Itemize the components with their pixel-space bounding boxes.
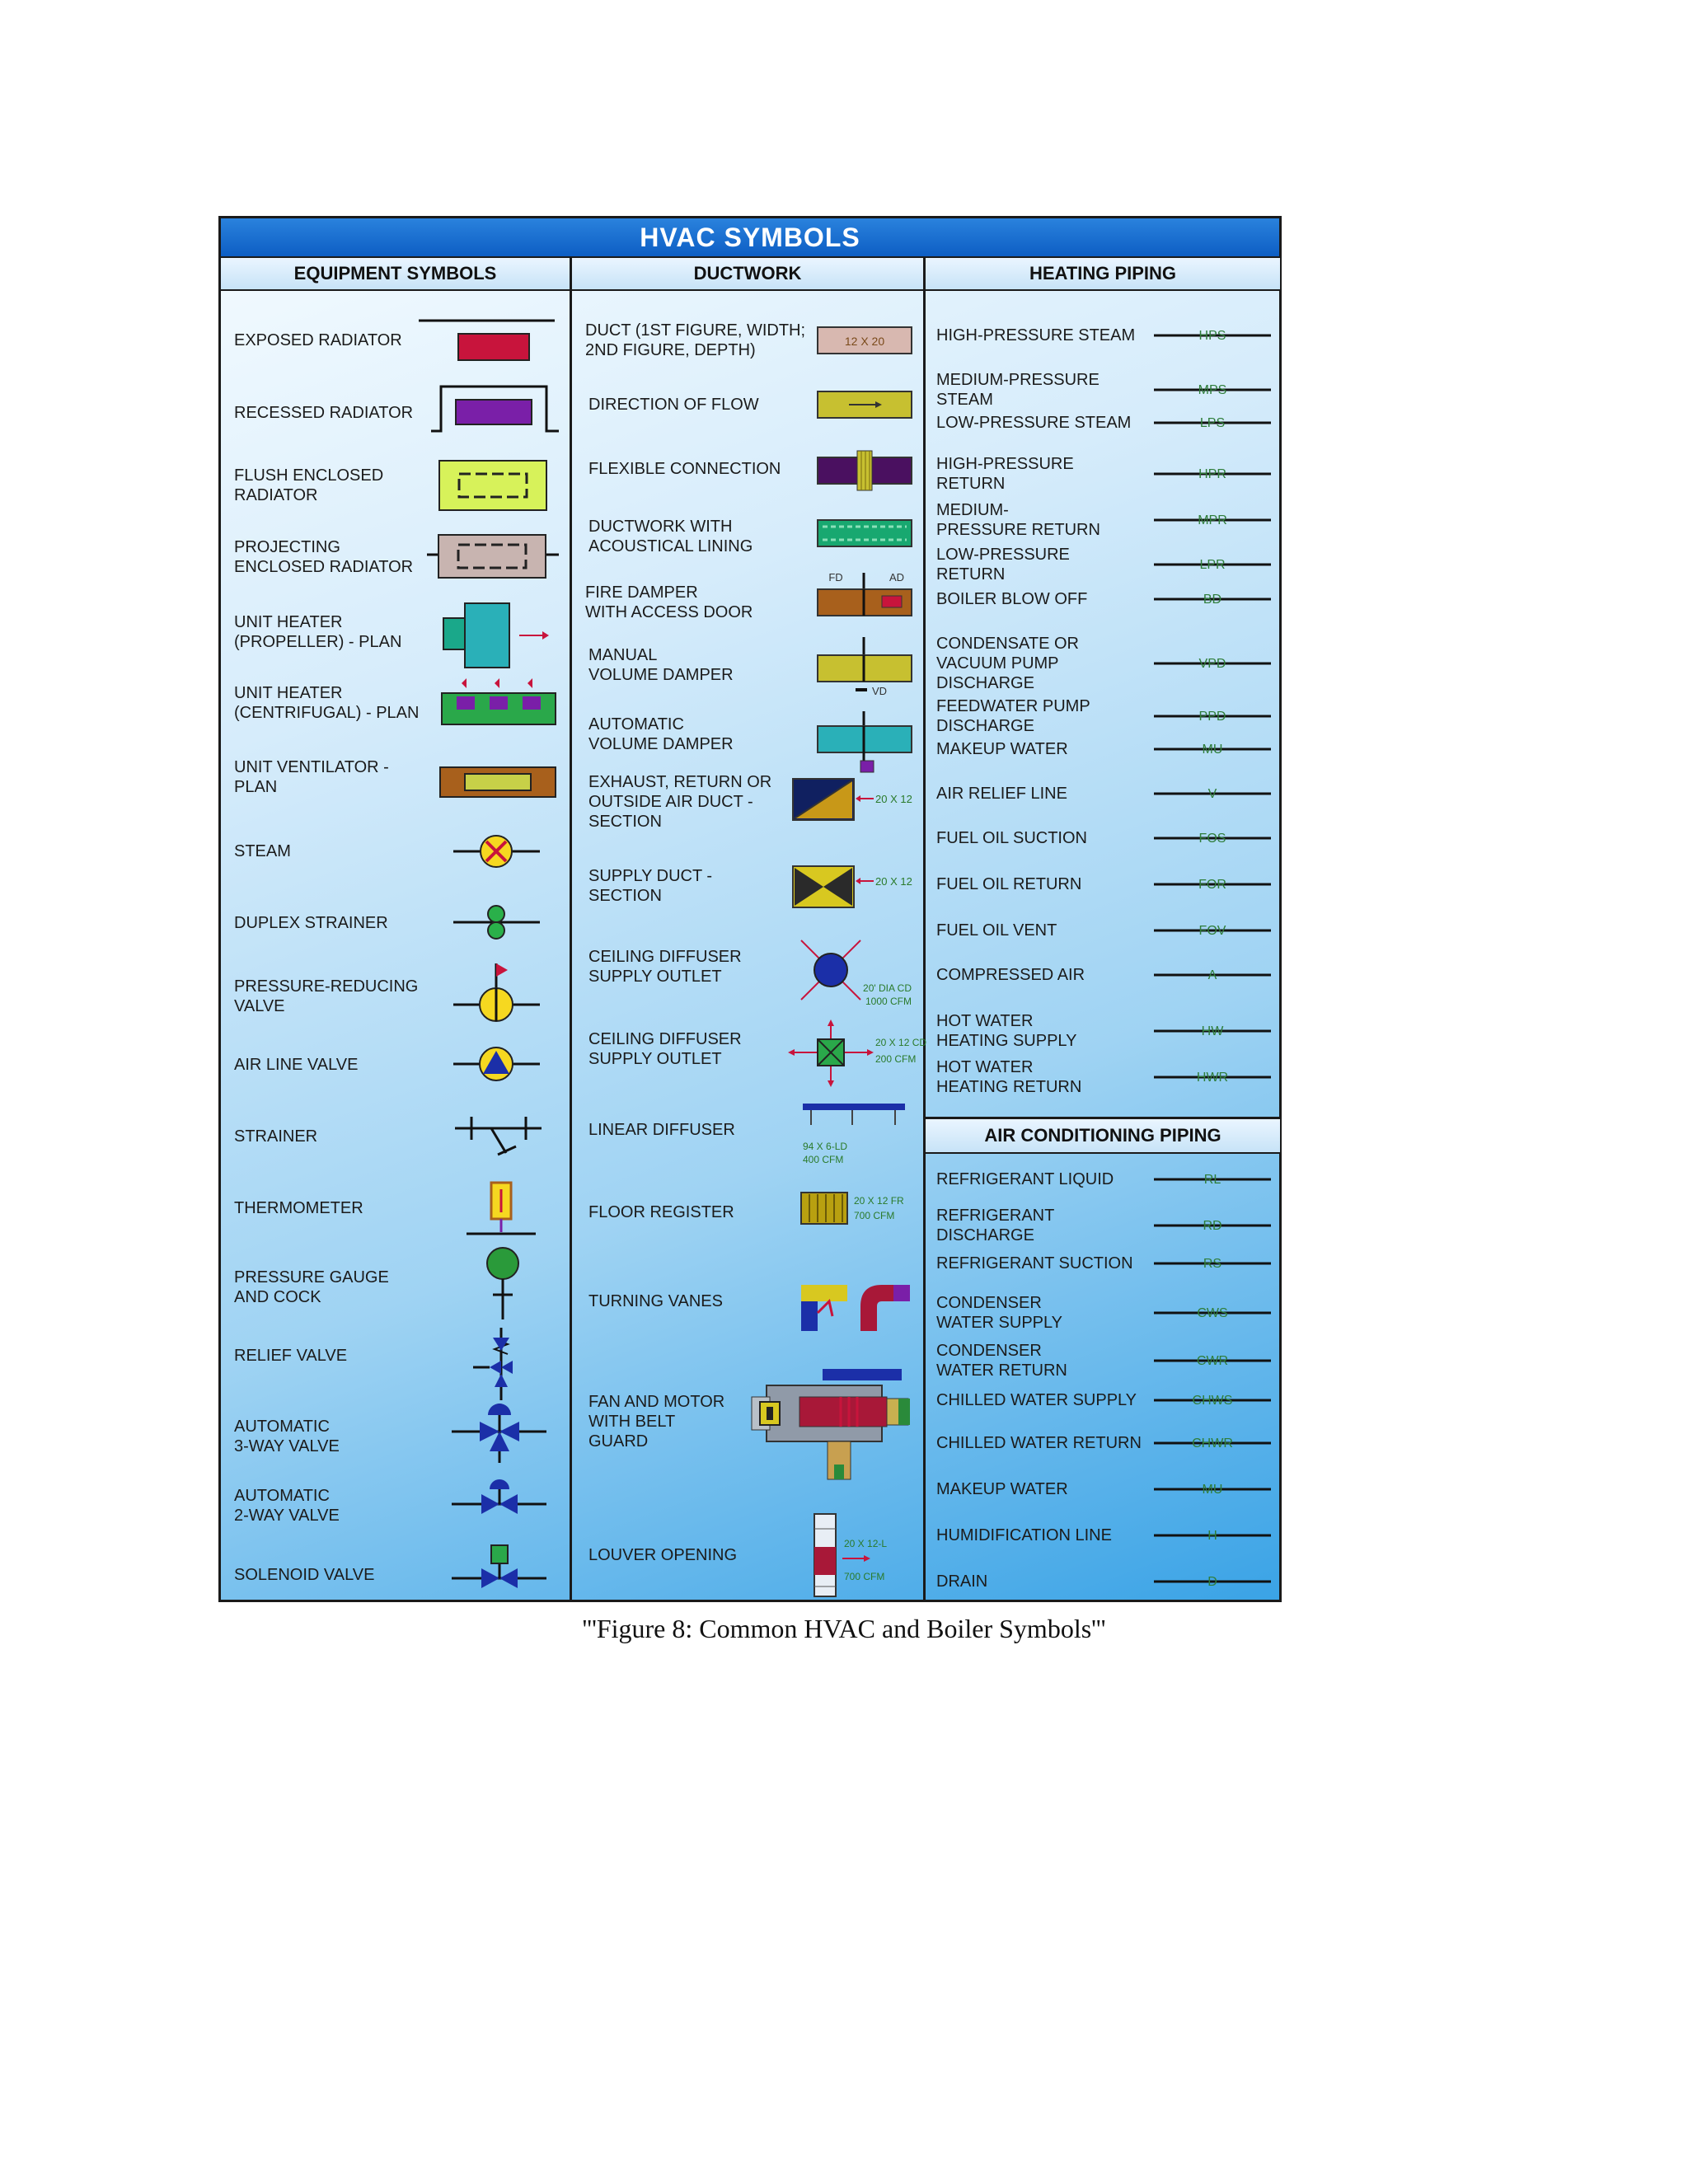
- heating-pipe-line-symbol: [1151, 323, 1274, 348]
- equipment-label: THERMOMETER: [234, 1199, 363, 1217]
- manual-volume-damper-symbol: [816, 635, 915, 700]
- ac-pipe-code: RS: [1203, 1257, 1222, 1271]
- heating-piping-label: HOT WATER HEATING SUPPLY: [936, 1012, 1077, 1050]
- heating-pipe-line-symbol: [1151, 552, 1274, 577]
- floor-register-symbol: [798, 1189, 921, 1230]
- figure-caption: '''Figure 8: Common HVAC and Boiler Symbols''': [582, 1614, 1106, 1643]
- unit-heater-centrifugal-symbol: [442, 673, 557, 731]
- heating-pipe-code: LPS: [1199, 416, 1226, 430]
- equipment-label: UNIT HEATER (PROPELLER) - PLAN: [234, 613, 402, 651]
- heating-piping-label: HIGH-PRESSURE RETURN: [936, 455, 1074, 493]
- ductwork-label: FIRE DAMPER WITH ACCESS DOOR: [585, 583, 753, 621]
- ac-pipe-code: CWS: [1197, 1306, 1228, 1320]
- manual-damper-vd-text: VD: [872, 685, 888, 697]
- ac-pipe-line-symbol: [1151, 1477, 1274, 1502]
- equipment-label: RECESSED RADIATOR: [234, 404, 414, 422]
- column-divider: [923, 258, 926, 1600]
- ac-pipe-line-symbol: [1151, 1388, 1274, 1413]
- thermometer-symbol: [467, 1179, 541, 1242]
- ductwork-label: LINEAR DIFFUSER: [588, 1121, 735, 1139]
- floor-register-size-text: 20 X 12 FR: [854, 1195, 904, 1207]
- heating-pipe-code: HWR: [1196, 1071, 1229, 1085]
- equipment-label: PROJECTING ENCLOSED RADIATOR: [234, 538, 414, 576]
- heating-pipe-code: LPR: [1199, 558, 1226, 572]
- linear-size-text: 94 X 6-LD: [803, 1141, 848, 1152]
- equipment-label: FLUSH ENCLOSED RADIATOR: [234, 466, 384, 504]
- ductwork-label: CEILING DIFFUSER SUPPLY OUTLET: [588, 948, 742, 986]
- ac-piping-label: MAKEUP WATER: [936, 1480, 1068, 1498]
- flush-enclosed-radiator-symbol: [439, 457, 555, 513]
- ac-pipe-line-symbol: [1151, 1523, 1274, 1548]
- ac-piping-label: CONDENSER WATER SUPPLY: [936, 1294, 1062, 1332]
- heating-piping-label: LOW-PRESSURE RETURN: [936, 546, 1070, 583]
- ac-pipe-line-symbol: [1151, 1301, 1274, 1325]
- acoustical-lining-symbol: [816, 518, 915, 551]
- ductwork-label: DUCTWORK WITH ACOUSTICAL LINING: [588, 518, 753, 555]
- steam-trap-symbol: [453, 828, 544, 874]
- hvac-symbols-chart: [218, 216, 1282, 1602]
- flexible-connection-symbol: [816, 448, 915, 494]
- fire-damper-fd-text: FD: [828, 571, 843, 583]
- heating-piping-label: LOW-PRESSURE STEAM: [936, 414, 1132, 432]
- heating-pipe-line-symbol: [1151, 508, 1274, 532]
- ductwork-label: FLOOR REGISTER: [588, 1203, 734, 1221]
- equipment-label: PRESSURE GAUGE AND COCK: [234, 1268, 389, 1306]
- heating-piping-label: MAKEUP WATER: [936, 740, 1068, 758]
- heating-piping-label: MEDIUM-PRESSURE STEAM: [936, 371, 1100, 409]
- ductwork-label: LOUVER OPENING: [588, 1546, 738, 1564]
- equipment-label: SOLENOID VALVE: [234, 1566, 375, 1584]
- ac-piping-label: DRAIN: [936, 1572, 988, 1591]
- equipment-label: RELIEF VALVE: [234, 1347, 348, 1365]
- heating-pipe-line-symbol: [1151, 918, 1274, 943]
- louver-opening-symbol: [811, 1511, 918, 1601]
- heating-pipe-code: HW: [1201, 1024, 1224, 1038]
- automatic-volume-damper-symbol: [816, 710, 915, 776]
- ac-piping-label: CHILLED WATER SUPPLY: [936, 1391, 1137, 1409]
- heating-pipe-code: VPD: [1198, 657, 1226, 671]
- heating-piping-label: MEDIUM- PRESSURE RETURN: [936, 501, 1100, 539]
- ac-piping-label: CONDENSER WATER RETURN: [936, 1342, 1067, 1380]
- ductwork-column-header: DUCTWORK: [572, 258, 923, 291]
- exhaust-duct-section-symbol: [791, 776, 923, 825]
- supply-size-text: 20 X 12: [875, 875, 912, 888]
- equipment-label: AUTOMATIC 3-WAY VALVE: [234, 1418, 340, 1455]
- ac-pipe-code: H: [1207, 1529, 1217, 1543]
- ductwork-label: TURNING VANES: [588, 1292, 723, 1310]
- heating-piping-label: FUEL OIL VENT: [936, 921, 1057, 940]
- ductwork-label: EXHAUST, RETURN OR OUTSIDE AIR DUCT - SECTION: [588, 773, 772, 831]
- heating-pipe-line-symbol: [1151, 1019, 1274, 1043]
- heating-pipe-line-symbol: [1151, 872, 1274, 897]
- equipment-label: UNIT VENTILATOR - PLAN: [234, 758, 389, 796]
- ac-pipe-code: CHWR: [1192, 1436, 1233, 1451]
- heating-pipe-code: FOR: [1198, 878, 1226, 892]
- heating-pipe-line-symbol: [1151, 587, 1274, 612]
- ceiling-round-cfm-text: 1000 CFM: [865, 996, 912, 1007]
- unit-ventilator-symbol: [440, 764, 560, 802]
- heating-piping-label: FUEL OIL RETURN: [936, 875, 1082, 893]
- solenoid-valve-symbol: [452, 1542, 551, 1596]
- equipment-label: AUTOMATIC 2-WAY VALVE: [234, 1487, 340, 1525]
- heating-pipe-code: FOS: [1198, 832, 1226, 846]
- fan-and-motor-symbol: [750, 1367, 923, 1483]
- ductwork-label: MANUAL VOLUME DAMPER: [588, 646, 734, 684]
- projecting-enclosed-radiator-symbol: [427, 530, 563, 584]
- ac-pipe-line-symbol: [1151, 1167, 1274, 1192]
- air-line-valve-symbol: [453, 1041, 544, 1087]
- heating-pipe-code: A: [1207, 968, 1217, 982]
- pressure-gauge-symbol: [476, 1245, 529, 1323]
- ductwork-label: DIRECTION OF FLOW: [588, 396, 759, 414]
- heating-pipe-code: FOV: [1198, 924, 1226, 938]
- recessed-radiator-symbol: [431, 382, 563, 439]
- ac-pipe-line-symbol: [1151, 1348, 1274, 1373]
- column-divider: [570, 258, 572, 1600]
- ductwork-label: CEILING DIFFUSER SUPPLY OUTLET: [588, 1030, 742, 1068]
- ac-piping-label: HUMIDIFICATION LINE: [936, 1526, 1112, 1544]
- fire-damper-ad-text: AD: [889, 571, 905, 583]
- ac-piping-header: AIR CONDITIONING PIPING: [926, 1117, 1280, 1154]
- equipment-label: AIR LINE VALVE: [234, 1056, 359, 1074]
- louver-cfm-text: 700 CFM: [844, 1571, 885, 1582]
- heating-pipe-line-symbol: [1151, 737, 1274, 762]
- ac-pipe-code: RD: [1203, 1219, 1222, 1233]
- equipment-column-header: EQUIPMENT SYMBOLS: [221, 258, 570, 291]
- exposed-radiator-symbol: [419, 316, 559, 373]
- heating-piping-label: FUEL OIL SUCTION: [936, 829, 1087, 847]
- heating-pipe-code: HPR: [1198, 467, 1226, 481]
- fire-damper-symbol: [816, 569, 915, 624]
- ac-piping-label: CHILLED WATER RETURN: [936, 1434, 1142, 1452]
- duct-size-text: 12 X 20: [844, 335, 885, 348]
- floor-register-cfm-text: 700 CFM: [854, 1210, 895, 1221]
- ac-pipe-code: RL: [1203, 1173, 1221, 1187]
- heating-pipe-code: V: [1207, 787, 1217, 801]
- heating-piping-label: CONDENSATE OR VACUUM PUMP DISCHARGE: [936, 635, 1079, 692]
- ac-piping-label: REFRIGERANT LIQUID: [936, 1170, 1114, 1188]
- unit-heater-propeller-symbol: [443, 600, 551, 671]
- heating-pipe-code: PPD: [1198, 710, 1226, 724]
- duct-symbol: [816, 326, 915, 359]
- heating-column-header: HEATING PIPING: [926, 258, 1280, 291]
- supply-duct-section-symbol: [791, 863, 923, 912]
- ac-piping-label: REFRIGERANT SUCTION: [936, 1254, 1133, 1272]
- heating-piping-label: COMPRESSED AIR: [936, 966, 1085, 984]
- heating-pipe-line-symbol: [1151, 462, 1274, 486]
- equipment-label: PRESSURE-REDUCING VALVE: [234, 977, 419, 1015]
- ac-pipe-code: CHWS: [1192, 1394, 1233, 1408]
- ceiling-square-size-text: 20 X 12 CD: [875, 1037, 927, 1048]
- strainer-symbol: [455, 1112, 546, 1161]
- ductwork-label: FLEXIBLE CONNECTION: [588, 460, 781, 478]
- ceiling-diffuser-round-symbol: [790, 935, 921, 1010]
- ceiling-square-cfm-text: 200 CFM: [875, 1053, 917, 1065]
- heating-pipe-line-symbol: [1151, 651, 1274, 676]
- heating-pipe-code: HPS: [1198, 329, 1226, 343]
- equipment-label: EXPOSED RADIATOR: [234, 331, 402, 349]
- heating-pipe-line-symbol: [1151, 826, 1274, 851]
- equipment-label: STEAM: [234, 842, 291, 860]
- equipment-label: UNIT HEATER (CENTRIFUGAL) - PLAN: [234, 684, 420, 722]
- chart-title: HVAC SYMBOLS: [221, 218, 1279, 258]
- ac-pipe-code: CWR: [1196, 1354, 1229, 1368]
- heating-piping-label: FEEDWATER PUMP DISCHARGE: [936, 697, 1090, 735]
- heating-piping-label: BOILER BLOW OFF: [936, 590, 1088, 608]
- linear-cfm-text: 400 CFM: [803, 1154, 844, 1165]
- ductwork-label: AUTOMATIC VOLUME DAMPER: [588, 715, 734, 753]
- heating-pipe-line-symbol: [1151, 963, 1274, 987]
- heating-pipe-line-symbol: [1151, 377, 1274, 402]
- automatic-3-way-valve-symbol: [452, 1397, 551, 1466]
- direction-of-flow-symbol: [816, 390, 915, 423]
- heating-pipe-line-symbol: [1151, 704, 1274, 729]
- ceiling-diffuser-square-symbol: [788, 1019, 927, 1090]
- heating-pipe-code: BD: [1203, 593, 1222, 607]
- heating-pipe-line-symbol: [1151, 1065, 1274, 1090]
- heating-pipe-line-symbol: [1151, 410, 1274, 435]
- ductwork-label: DUCT (1ST FIGURE, WIDTH; 2ND FIGURE, DEPTH): [585, 321, 806, 359]
- ceiling-round-size-text: 20' DIA CD: [863, 982, 912, 994]
- relief-valve-symbol: [465, 1328, 539, 1404]
- heating-pipe-code: MPR: [1198, 513, 1227, 527]
- heating-pipe-code: MPS: [1198, 383, 1227, 397]
- linear-diffuser-symbol: [798, 1100, 913, 1171]
- ac-pipe-line-symbol: [1151, 1213, 1274, 1238]
- heating-pipe-code: MU: [1202, 743, 1223, 757]
- ac-piping-label: REFRIGERANT DISCHARGE: [936, 1207, 1055, 1244]
- pressure-reducing-valve-symbol: [453, 960, 544, 1026]
- ac-pipe-code: MU: [1202, 1483, 1223, 1497]
- heating-pipe-line-symbol: [1151, 781, 1274, 806]
- ac-pipe-line-symbol: [1151, 1251, 1274, 1276]
- ac-pipe-line-symbol: [1151, 1569, 1274, 1594]
- heating-piping-label: HIGH-PRESSURE STEAM: [936, 326, 1136, 344]
- ductwork-label: FAN AND MOTOR WITH BELT GUARD: [588, 1393, 725, 1451]
- heating-piping-label: AIR RELIEF LINE: [936, 785, 1067, 803]
- louver-size-text: 20 X 12-L: [844, 1538, 888, 1549]
- equipment-label: STRAINER: [234, 1127, 318, 1146]
- automatic-2-way-valve-symbol: [452, 1474, 551, 1524]
- equipment-label: DUPLEX STRAINER: [234, 914, 388, 932]
- ac-pipe-line-symbol: [1151, 1431, 1274, 1455]
- ac-pipe-code: D: [1207, 1575, 1217, 1589]
- heating-piping-label: HOT WATER HEATING RETURN: [936, 1058, 1082, 1096]
- ductwork-label: SUPPLY DUCT - SECTION: [588, 867, 713, 905]
- turning-vanes-symbol: [799, 1273, 915, 1336]
- duplex-strainer-symbol: [453, 899, 544, 945]
- exhaust-size-text: 20 X 12: [875, 793, 912, 805]
